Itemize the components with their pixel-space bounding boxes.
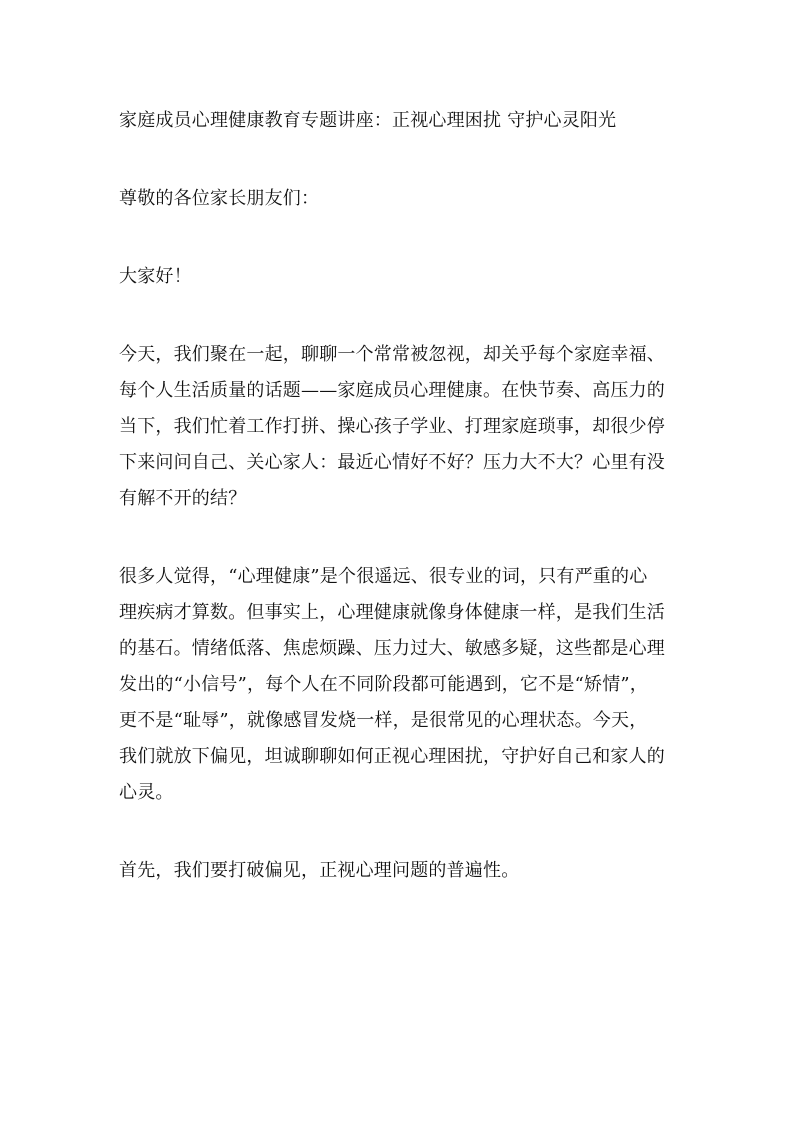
paragraph-line: 今天，我们聚在一起，聊聊一个常常被忽视，却关乎每个家庭幸福、 bbox=[119, 344, 665, 365]
paragraph-line: 发出的“小信号”，每个人在不同阶段都可能遇到，它不是“矫情”， bbox=[119, 674, 649, 695]
spacer bbox=[119, 295, 677, 337]
paragraph-1 bbox=[119, 337, 677, 517]
paragraph-line: 心灵。 bbox=[119, 782, 174, 803]
spacer bbox=[119, 139, 677, 181]
spacer bbox=[119, 517, 677, 559]
paragraph-line: 很多人觉得，“心理健康”是个很遥远、很专业的词，只有严重的心 bbox=[119, 566, 648, 587]
paragraph-line: 的基石。情绪低落、焦虑烦躁、压力过大、敏感多疑，这些都是心理 bbox=[119, 638, 665, 659]
spacer bbox=[119, 217, 677, 259]
paragraph-line: 每个人生活质量的话题——家庭成员心理健康。在快节奏、高压力的 bbox=[119, 380, 665, 401]
paragraph-line: 有解不开的结？ bbox=[119, 488, 247, 509]
paragraph-line: 下来问问自己、关心家人：最近心情好不好？压力大不大？心里有没 bbox=[119, 452, 665, 473]
paragraph-2 bbox=[119, 559, 677, 811]
paragraph-line: 当下，我们忙着工作打拼、操心孩子学业、打理家庭琐事，却很少停 bbox=[119, 416, 665, 437]
greeting: 大家好！ bbox=[119, 266, 192, 287]
paragraph-line: 理疾病才算数。但事实上，心理健康就像身体健康一样，是我们生活 bbox=[119, 602, 665, 623]
document-title: 家庭成员心理健康教育专题讲座：正视心理困扰 守护心灵阳光 bbox=[119, 110, 617, 131]
paragraph-3: 首先，我们要打破偏见，正视心理问题的普遍性。 bbox=[119, 860, 520, 881]
paragraph-line: 我们就放下偏见，坦诚聊聊如何正视心理困扰，守护好自己和家人的 bbox=[119, 746, 665, 767]
spacer bbox=[119, 811, 677, 853]
document-content bbox=[119, 103, 677, 889]
paragraph-line: 更不是“耻辱”，就像感冒发烧一样，是很常见的心理状态。今天， bbox=[119, 710, 648, 731]
salutation: 尊敬的各位家长朋友们： bbox=[119, 188, 320, 209]
